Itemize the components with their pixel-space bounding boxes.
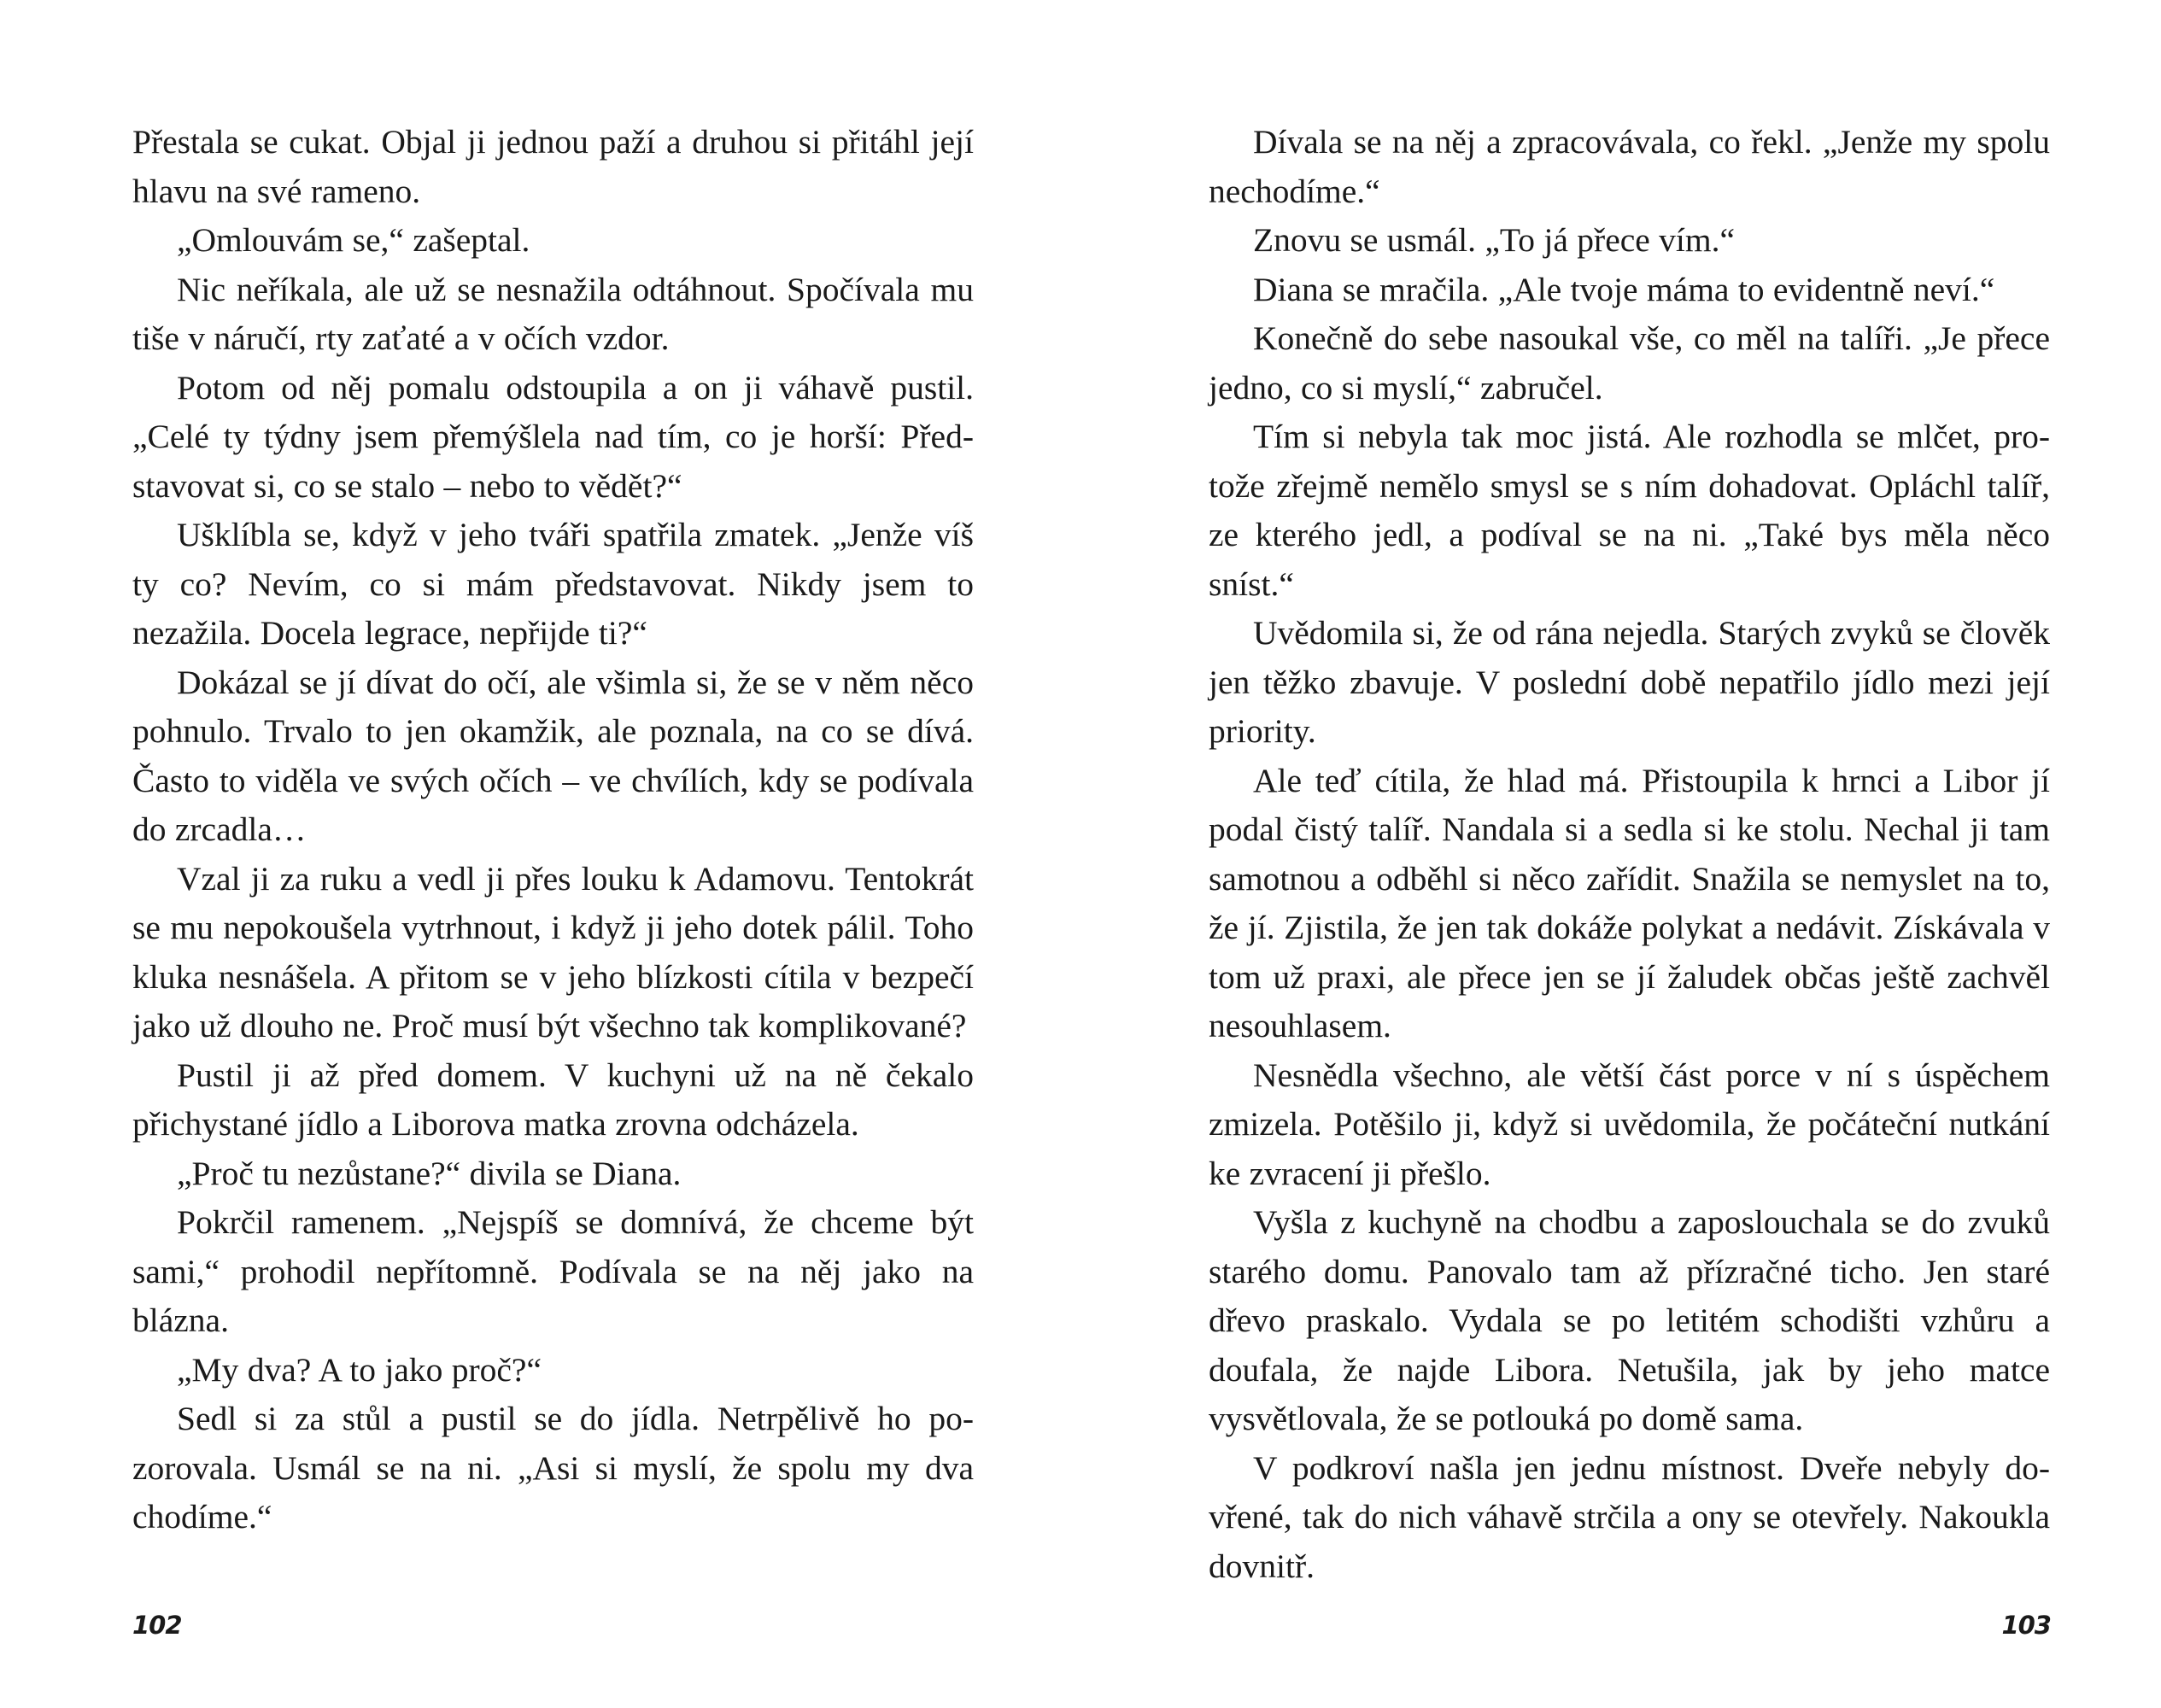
right-page-text xyxy=(1209,118,2050,1591)
paragraph: „Proč tu nezůstane?“ divila se Diana. xyxy=(177,1154,682,1192)
paragraph: V podkroví našla jen jednu místnost. Dveře nebyly dovřené, tak do nich váhavě strčila a ony se otevřely. Nakoukla dovnitř. xyxy=(1209,1448,2050,1585)
paragraph: Pustil ji až před domem. V kuchyni už na ně čekalo přichystané jídlo a Liborova matka zrovna odcházela. xyxy=(132,1056,974,1143)
paragraph: Konečně do sebe nasoukal vše, co měl na talíři. „Je přece jedno, co si myslí,“ zabručel. xyxy=(1209,319,2050,407)
paragraph: Vyšla z kuchyně na chodbu a zaposlouchala se do zvuků starého domu. Panovalo tam až přízračné ticho. Jen staré dřevo praskalo. Vydala se po letitém schodišti vzhůru a doufala, že najde Libora. Netušila, jak by jeho matce vysvětlovala, že se potlouká po domě sama. xyxy=(1209,1203,2050,1437)
paragraph: Potom od něj pomalu odstoupila a on ji váhavě pustil. „Celé ty týdny jsem přemýšlela nad tím, co je horší: Představovat si, co se stalo – nebo to vědět?“ xyxy=(132,368,974,505)
paragraph: Dokázal se jí dívat do očí, ale všimla si, že se v něm něco pohnulo. Trvalo to jen okamžik, ale poznala, na co se dívá. Často to viděla ve svých očích – ve chvílích, kdy se podívala do zrcadla… xyxy=(132,663,974,848)
page-number: 102 xyxy=(132,1611,182,1640)
paragraph: Tím si nebyla tak moc jistá. Ale rozhodla se mlčet, protože zřejmě nemělo smysl se s ním dohadovat. Opláchl talíř, ze kterého jedl, a podíval se na ni. „Také bys měla něco sníst.“ xyxy=(1209,418,2050,603)
paragraph: Uvědomila si, že od rána nejedla. Starých zvyků se člověk jen těžko zbavuje. V poslední době nepatřilo jídlo mezi její priority. xyxy=(1209,614,2050,750)
paragraph: Ušklíbla se, když v jeho tváři spatřila zmatek. „Jenže víš ty co? Nevím, co si mám představovat. Nikdy jsem to nezažila. Docela legrace, nepřijde ti?“ xyxy=(132,516,974,652)
paragraph: Vzal ji za ruku a vedl ji přes louku k Adamovu. Tentokrát se mu nepokoušela vytrhnout, i když ji jeho dotek pálil. Toho kluka nesnášela. A přitom se v jeho blízkosti cítila v bezpečí jako už dlouho ne. Proč musí být všechno tak komplikované? xyxy=(132,859,974,1044)
paragraph: Nic neříkala, ale už se nesnažila odtáhnout. Spočívala mu tiše v náručí, rty zaťaté a v očích vzdor. xyxy=(132,270,974,357)
paragraph: Pokrčil ramenem. „Nejspíš se domnívá, že chceme být sami,“ prohodil nepřítomně. Podívala se na něj jako na blázna. xyxy=(132,1203,974,1339)
paragraph: „Omlouvám se,“ zašeptal. xyxy=(177,221,530,259)
left-page-text xyxy=(132,118,974,1542)
paragraph: Nesnědla všechno, ale větší část porce v ní s úspěchem zmizela. Potěšilo ji, když si uvědomila, že počáteční nutkání ke zvracení ji přešlo. xyxy=(1209,1056,2050,1192)
paragraph: Diana se mračila. „Ale tvoje máma to evidentně neví.“ xyxy=(1253,270,1995,308)
paragraph: Přestala se cukat. Objal ji jednou paží a druhou si přitáhl její hlavu na své rameno. xyxy=(132,123,974,210)
right-page xyxy=(1080,0,2161,1708)
paragraph: Sedl si za stůl a pustil se do jídla. Netrpělivě ho pozorovala. Usmál se na ni. „Asi si myslí, že spolu my dva chodíme.“ xyxy=(132,1400,974,1535)
paragraph: „My dva? A to jako proč?“ xyxy=(177,1350,542,1389)
page-number: 103 xyxy=(2001,1611,2051,1640)
paragraph: Znovu se usmál. „To já přece vím.“ xyxy=(1253,221,1736,259)
paragraph: Ale teď cítila, že hlad má. Přistoupila k hrnci a Libor jí podal čistý talíř. Nandala si a sedla si ke stolu. Nechal ji tam samotnou a odběhl si něco zařídit. Snažila se nemyslet na to, že jí. Zjistila, že jen tak dokáže polykat a nedávit. Získávala v tom už praxi, ale přece jen se jí žaludek občas ještě zachvěl nesouhlasem. xyxy=(1209,761,2050,1044)
left-page xyxy=(0,0,1080,1708)
paragraph: Dívala se na něj a zpracovávala, co řekl. „Jenže my spolu nechodíme.“ xyxy=(1209,123,2050,210)
